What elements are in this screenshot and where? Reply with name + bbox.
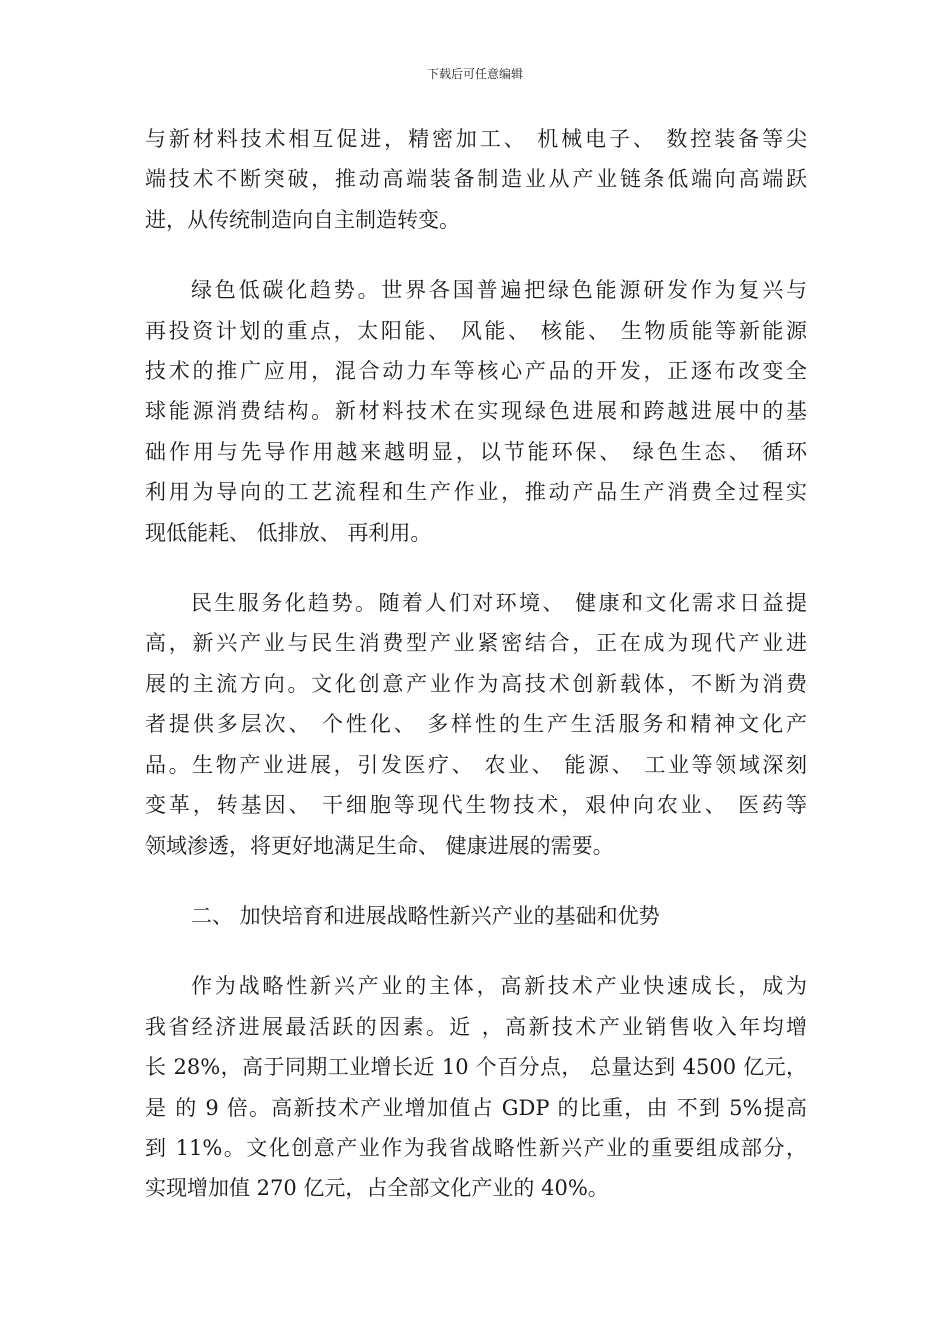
text-line: 作为战略性新兴产业的主体，高新技术产业快速成长，成为 xyxy=(191,974,807,999)
page-header: 下载后可任意编辑 xyxy=(426,67,523,81)
text-line: 球能源消费结构。新材料技术在实现绿色进展和跨越进展中的基 xyxy=(145,399,807,424)
text-line: 与新材料技术相互促进，精密加工、 机械电子、 数控装备等尖 xyxy=(145,127,807,151)
text-line: 展的主流方向。文化创意产业作为高技术创新载体，不断为消费 xyxy=(145,671,807,696)
text-line: 民生服务化趋势。随着人们对环境、 健康和文化需求日益提 xyxy=(191,591,807,616)
text-line: 端技术不断突破，推动高端装备制造业从产业链条低端向高端跃 xyxy=(145,167,807,192)
text-line: 是 的 9 倍。高新技术产业增加值占 GDP 的比重，由 不到 5%提高 xyxy=(145,1095,807,1120)
text-line: 利用为导向的工艺流程和生产作业，推动产品生产消费全过程实 xyxy=(145,480,807,505)
text-line: 变革，转基因、 干细胞等现代生物技术，艰仲向农业、 医药等 xyxy=(145,793,807,818)
section-heading xyxy=(145,896,807,936)
text-line: 实现增加值 270 亿元，占全部文化产业的 40%。 xyxy=(145,1176,609,1201)
text-line: 者提供多层次、 个性化、 多样性的生产生活服务和精神文化产 xyxy=(145,712,807,737)
text-line: 技术的推广应用，混合动力车等核心产品的开发，正逐布改变全 xyxy=(145,359,807,384)
text-line: 现低能耗、 低排放、 再利用。 xyxy=(145,520,432,545)
text-line: 二、 加快培育和进展战略性新兴产业的基础和优势 xyxy=(191,903,660,928)
text-line: 长 28%，高于同期工业增长近 10 个百分点， 总量达到 4500 亿元， xyxy=(145,1055,807,1080)
text-line: 础作用与先导作用越来越明显，以节能环保、 绿色生态、 循环 xyxy=(145,439,807,464)
paragraph-hightech-industry xyxy=(145,966,807,1208)
text-line: 再投资计划的重点，太阳能、 风能、 核能、 生物质能等新能源 xyxy=(145,318,807,343)
paragraph-continuation xyxy=(145,119,807,240)
text-line: 到 11%。文化创意产业作为我省战略性新兴产业的重要组成部分， xyxy=(145,1135,807,1160)
document-body xyxy=(145,119,807,1209)
text-line: 绿色低碳化趋势。世界各国普遍把绿色能源研发作为复兴与 xyxy=(191,278,807,303)
paragraph-green-lowcarbon xyxy=(145,270,807,553)
paragraph-livelihood-service xyxy=(145,583,807,866)
text-line: 进，从传统制造向自主制造转变。 xyxy=(145,207,460,232)
text-line: 高，新兴产业与民生消费型产业紧密结合，正在成为现代产业进 xyxy=(145,631,807,656)
text-line: 领域渗透，将更好地满足生命、 健康进展的需要。 xyxy=(145,833,614,858)
text-line: 我省经济进展最活跃的因素。近 ，高新技术产业销售收入年均增 xyxy=(145,1014,807,1039)
text-line: 品。生物产业进展，引发医疗、 农业、 能源、 工业等领域深刻 xyxy=(145,752,807,777)
